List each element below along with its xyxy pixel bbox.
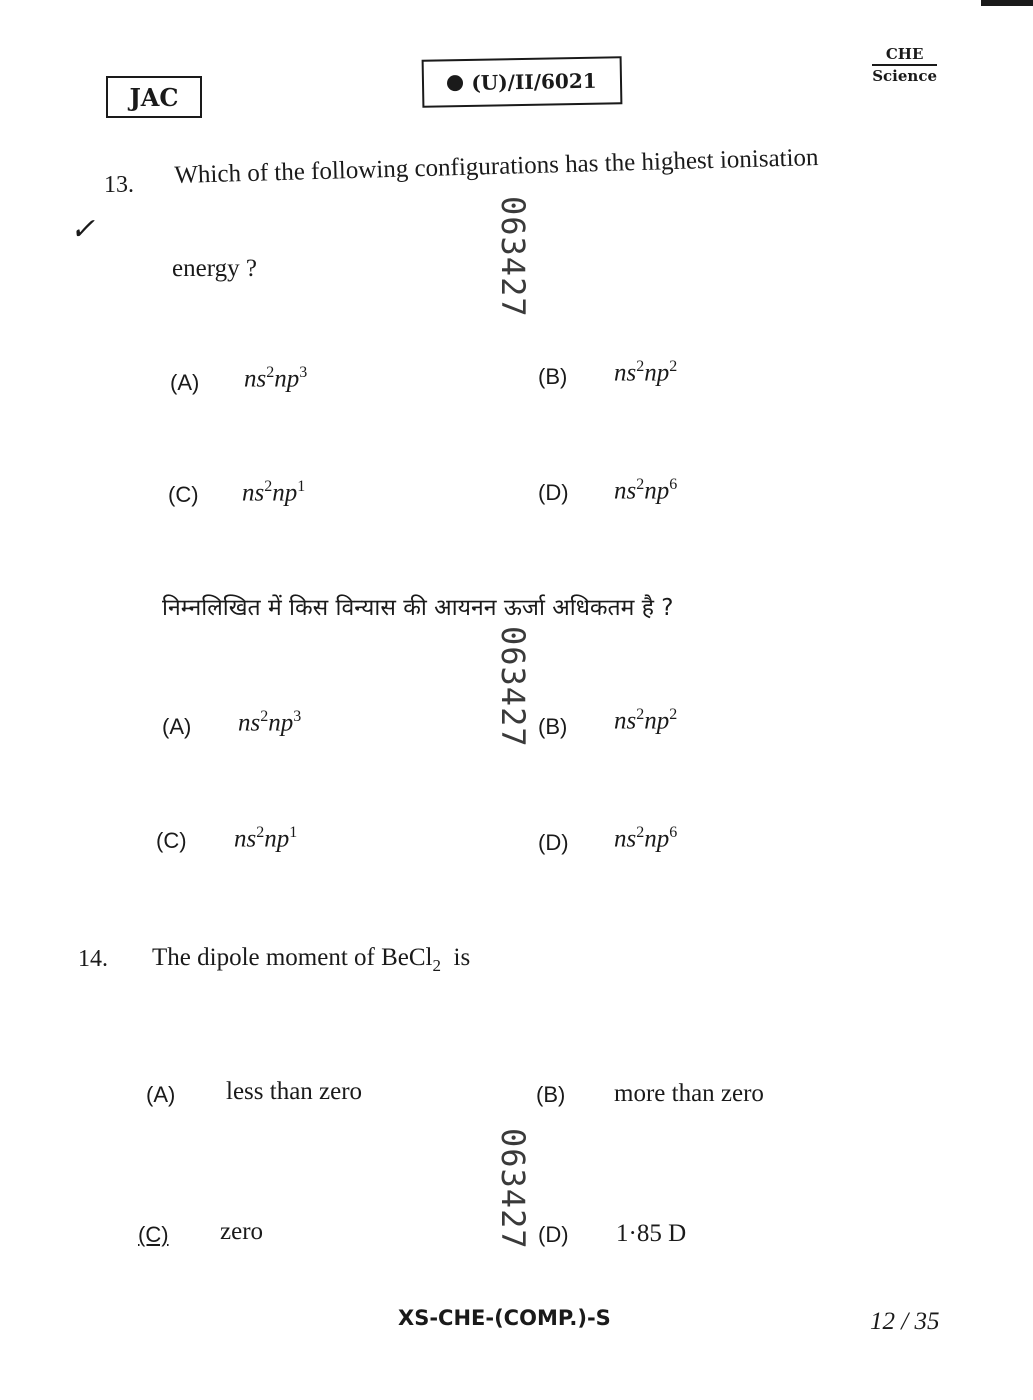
board-text: JAC — [129, 82, 179, 112]
bullet-icon — [447, 75, 463, 91]
option-text: less than zero — [226, 1078, 363, 1105]
question-text-continued: energy ? — [172, 255, 257, 282]
option-formula: $ns^2np^1$ — [242, 478, 306, 507]
option-text: zero — [220, 1218, 264, 1245]
option-label: (A) — [170, 370, 200, 395]
question-number: 14. — [78, 946, 108, 972]
question-text: The dipole moment of BeCl$_2$ is — [152, 944, 471, 975]
paper-code: (U)/II/6021 — [471, 68, 597, 95]
option-label: (B) — [538, 364, 568, 389]
option-label: (D) — [538, 1222, 569, 1247]
question-number: 13. — [104, 172, 134, 198]
option-label: (A) — [146, 1082, 176, 1107]
option-label: (C) — [168, 482, 199, 507]
option-formula: $ns^2np^3$ — [244, 364, 308, 393]
question-text-hindi: निम्नलिखित में किस विन्यास की आयनन ऊर्जा अधिकतम है ? — [162, 595, 674, 621]
paper-code-box — [422, 56, 623, 107]
corner-mark — [981, 0, 1033, 6]
option-formula: $ns^2np^6$ — [614, 476, 678, 505]
option-formula: $ns^2np^2$ — [614, 358, 678, 387]
option-formula: $ns^2np^2$ — [614, 706, 678, 735]
option-label: (B) — [536, 1082, 566, 1107]
subject-name: Science — [872, 67, 937, 85]
option-formula: $ns^2np^3$ — [238, 708, 302, 737]
option-text: more than zero — [614, 1080, 764, 1107]
option-label: (C) — [156, 828, 187, 853]
serial-stamp: 063427 — [494, 1128, 532, 1250]
serial-stamp: 063427 — [494, 196, 532, 318]
board-label — [106, 76, 202, 118]
footer-exam-code: XS-CHE-(COMP.)-S — [398, 1306, 611, 1330]
tick-mark-icon: ✓ — [70, 212, 96, 247]
option-label: (D) — [538, 480, 569, 505]
option-formula: $ns^2np^6$ — [614, 824, 678, 853]
option-label: (A) — [162, 714, 192, 739]
option-label: (B) — [538, 714, 568, 739]
serial-stamp: 063427 — [494, 626, 532, 748]
question-text: Which of the following configurations has the highest ionisation — [174, 144, 819, 189]
option-label: (D) — [538, 830, 569, 855]
subject-label — [872, 44, 937, 86]
option-label: (C) — [138, 1222, 169, 1247]
page-number: 12 / 35 — [870, 1308, 940, 1335]
option-text: 1·85 D — [616, 1220, 687, 1247]
subject-code: CHE — [872, 44, 937, 66]
option-formula: $ns^2np^1$ — [234, 824, 298, 853]
